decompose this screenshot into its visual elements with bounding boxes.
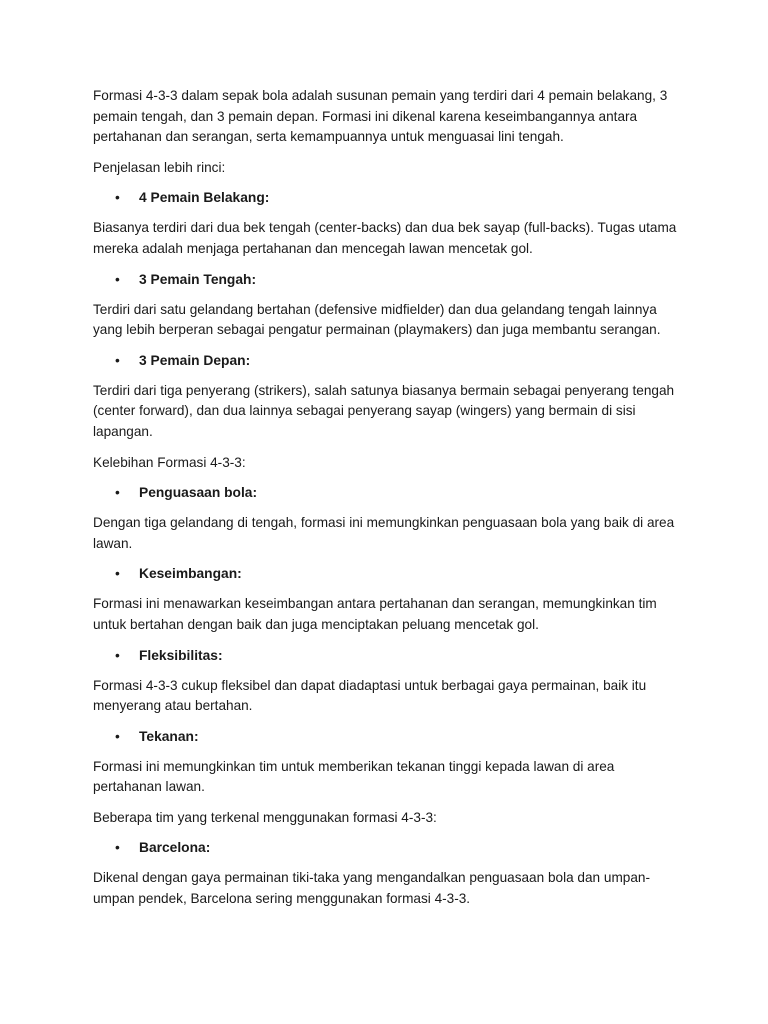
bullet-item: [93, 188, 683, 208]
intro-paragraph: Formasi 4-3-3 dalam sepak bola adalah susunan pemain yang terdiri dari 4 pemain belakang, 3 pemain tengah, dan 3 pemain depan. Formasi ini dikenal karena keseimbangannya antara pertahanan dan serangan, serta kemampuannya untuk menguasai lini tengah.: [93, 88, 668, 145]
bullet-body: Formasi ini menawarkan keseimbangan antara pertahanan dan serangan, memungkinkan tim untuk bertahan dengan baik dan juga menciptakan peluang mencetak gol.: [93, 596, 657, 632]
teams-heading: Beberapa tim yang terkenal menggunakan formasi 4-3-3:: [93, 809, 437, 825]
bullet-item: [93, 351, 683, 371]
bullet-body: Terdiri dari satu gelandang bertahan (defensive midfielder) dan dua gelandang tengah lainnya yang lebih berperan sebagai pengatur permainan (playmakers) dan juga membantu serangan.: [93, 301, 661, 338]
bullet-item: [93, 270, 683, 290]
bullet-item: [93, 727, 683, 747]
bullet-dot: •: [115, 647, 120, 663]
bullet-dot: •: [115, 190, 120, 206]
bullet-title: 3 Pemain Tengah:: [139, 271, 257, 287]
bullet-title: Fleksibilitas:: [139, 647, 223, 663]
bullet-body: Formasi 4-3-3 cukup fleksibel dan dapat diadaptasi untuk berbagai gaya permainan, baik itu menyerang atau bertahan.: [93, 677, 647, 714]
bullet-dot: •: [115, 728, 120, 744]
bullet-dot: •: [115, 566, 120, 582]
bullet-body: Formasi ini memungkinkan tim untuk memberikan tekanan tinggi kepada lawan di area pertahanan lawan.: [93, 758, 615, 795]
bullet-item: [93, 564, 683, 584]
advantages-heading: Kelebihan Formasi 4-3-3:: [93, 454, 246, 470]
bullet-body: Biasanya terdiri dari dua bek tengah (center-backs) dan dua bek sayap (full-backs). Tugas utama mereka adalah menjaga pertahanan dan mencegah lawan mencetak gol.: [93, 220, 677, 256]
bullet-item: [93, 838, 683, 858]
bullet-title: Penguasaan bola:: [139, 485, 258, 501]
bullet-body: Dengan tiga gelandang di tengah, formasi ini memungkinkan penguasaan bola yang baik di area lawan.: [93, 515, 675, 551]
bullet-title: Keseimbangan:: [139, 566, 242, 582]
bullet-body: Dikenal dengan gaya permainan tiki-taka yang mengandalkan penguasaan bola dan umpan-umpan pendek, Barcelona sering menggunakan formasi 4-3-3.: [93, 870, 650, 907]
bullet-item: [93, 646, 683, 666]
bullet-dot: •: [115, 352, 120, 368]
bullet-title: 4 Pemain Belakang:: [139, 190, 270, 206]
bullet-item: [93, 483, 683, 503]
document-page: [93, 86, 683, 920]
bullet-dot: •: [115, 485, 120, 501]
details-heading: Penjelasan lebih rinci:: [93, 159, 226, 175]
bullet-title: Barcelona:: [139, 840, 211, 856]
bullet-title: 3 Pemain Depan:: [139, 352, 251, 368]
bullet-body: Terdiri dari tiga penyerang (strikers), salah satunya biasanya bermain sebagai penyerang tengah (center forward), dan dua lainnya sebagai penyerang sayap (wingers) yang bermain di sisi lapangan.: [93, 382, 675, 439]
bullet-title: Tekanan:: [139, 728, 199, 744]
bullet-dot: •: [115, 271, 120, 287]
bullet-dot: •: [115, 840, 120, 856]
